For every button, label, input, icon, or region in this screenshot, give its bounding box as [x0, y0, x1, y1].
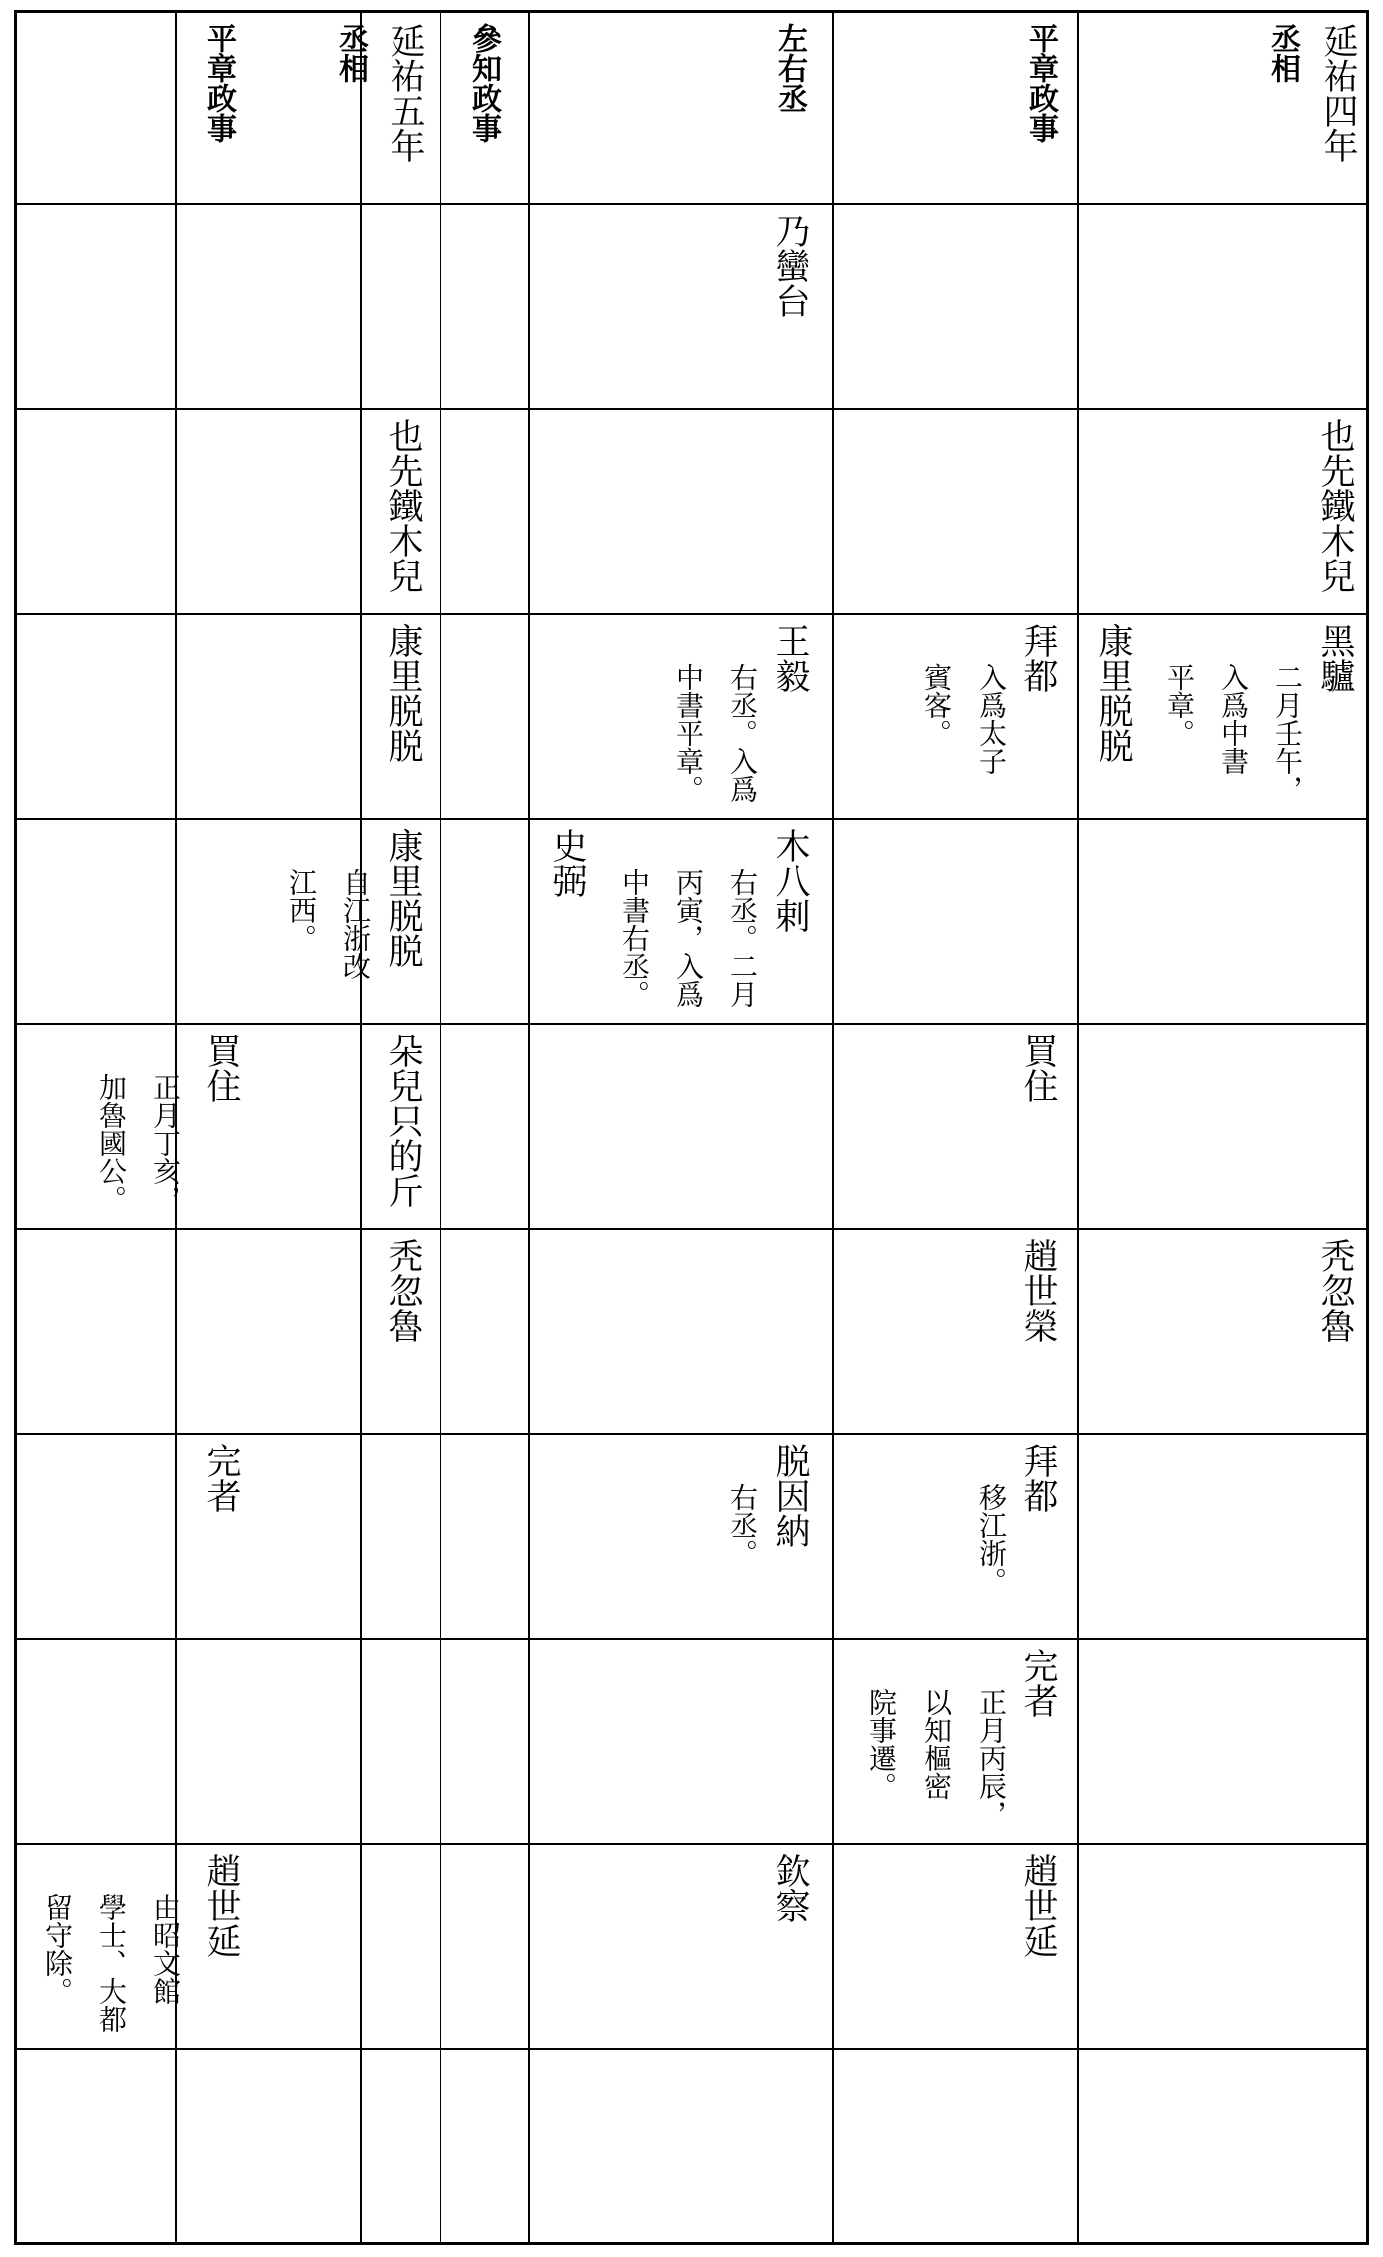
cell-name: 拜都	[1018, 623, 1058, 693]
cell-name: 脱因納	[770, 1443, 810, 1548]
cell-name: 王毅	[770, 623, 810, 693]
cell-note: 中書平章。	[672, 663, 705, 803]
cell-name: 康里脱脱	[383, 828, 423, 968]
row-divider	[17, 1638, 1366, 1640]
cell-note: 自江浙改	[339, 868, 372, 980]
cell-note: 丙寅，入爲	[672, 868, 705, 1008]
cell-note: 以知樞密	[920, 1688, 953, 1800]
cell-note: 右丞。二月	[726, 868, 759, 1008]
cell-note: 賓客。	[920, 663, 953, 747]
cell-note: 江西。	[285, 868, 318, 952]
cell-name: 朵兒只的斤	[383, 1033, 423, 1208]
cell-name: 趙世延	[201, 1853, 241, 1958]
table-grid	[14, 10, 1369, 2245]
cell-name: 拜都	[1018, 1443, 1058, 1513]
cell-name: 完者	[1018, 1648, 1058, 1718]
cell-name: 秃忽魯	[383, 1238, 423, 1343]
header-chancellor: 丞相	[1265, 23, 1300, 83]
cell-name: 黑驢	[1315, 623, 1355, 693]
cell-note: 正月丁亥，	[149, 1073, 182, 1213]
cell-name: 史弼	[547, 828, 587, 898]
cell-name: 買住	[1018, 1033, 1058, 1103]
column-divider	[360, 13, 362, 2242]
cell-note: 平章。	[1163, 663, 1196, 747]
row-divider	[17, 1228, 1366, 1230]
header-year-yanyou-4: 延祐四年	[1318, 23, 1358, 163]
cell-note: 由昭文館	[149, 1893, 182, 2005]
row-divider	[17, 613, 1366, 615]
header-year-yanyou-5: 延祐五年	[385, 23, 425, 163]
cell-note: 入爲中書	[1217, 663, 1250, 775]
cell-name: 木八剌	[770, 828, 810, 933]
cell-note: 右丞。	[726, 1483, 759, 1567]
cell-name: 欽察	[770, 1853, 810, 1923]
cell-note: 入爲太子	[975, 663, 1008, 775]
row-divider	[17, 408, 1366, 410]
cell-note: 留守除。	[41, 1893, 74, 2005]
cell-name: 康里脱脱	[1093, 623, 1133, 763]
cell-note: 右丞。入爲	[726, 663, 759, 803]
cell-name: 秃忽魯	[1315, 1238, 1355, 1343]
cell-name: 買住	[201, 1033, 241, 1103]
cell-name: 也先鐵木兒	[1315, 418, 1355, 593]
cell-note: 二月壬午，	[1271, 663, 1304, 803]
cell-note: 學士、大都	[95, 1893, 128, 2033]
cell-name: 完者	[201, 1443, 241, 1513]
column-divider	[440, 13, 441, 2242]
header-canzhi: 參知政事	[466, 23, 501, 143]
cell-note: 中書右丞。	[618, 868, 651, 1008]
header-pingzhang-2: 平章政事	[201, 23, 236, 143]
cell-note: 正月丙辰，	[975, 1688, 1008, 1828]
header-chancellor-2: 丞相	[333, 23, 368, 83]
cell-name: 乃蠻台	[770, 213, 810, 318]
cell-name: 也先鐵木兒	[383, 418, 423, 593]
row-divider	[17, 818, 1366, 820]
header-zuoyou-cheng: 左右丞	[772, 23, 807, 113]
row-divider	[17, 1843, 1366, 1845]
cell-name: 趙世榮	[1018, 1238, 1058, 1343]
row-divider	[17, 203, 1366, 205]
column-divider	[832, 13, 834, 2242]
cell-name: 趙世延	[1018, 1853, 1058, 1958]
cell-note: 移江浙。	[975, 1483, 1008, 1595]
cell-note: 院事遷。	[865, 1688, 898, 1800]
cell-name: 康里脱脱	[383, 623, 423, 763]
cell-note: 加魯國公。	[95, 1073, 128, 1213]
header-pingzhang: 平章政事	[1023, 23, 1058, 143]
row-divider	[17, 2048, 1366, 2050]
column-divider	[1077, 13, 1079, 2242]
column-divider	[528, 13, 530, 2242]
row-divider	[17, 1023, 1366, 1025]
row-divider	[17, 1433, 1366, 1435]
